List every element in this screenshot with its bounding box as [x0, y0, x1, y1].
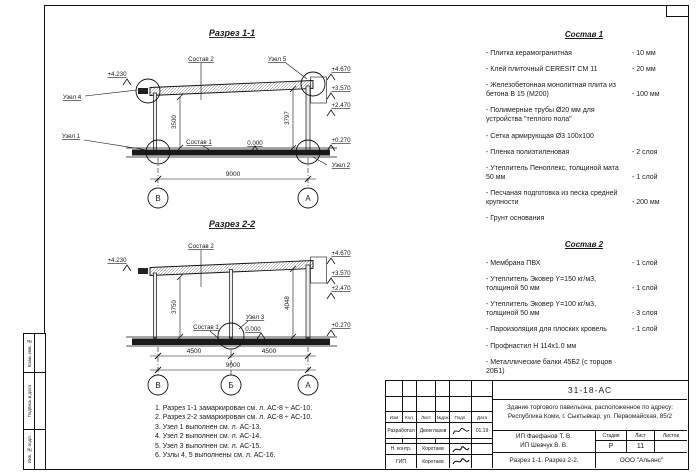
svg-text:3797: 3797: [284, 111, 291, 125]
list-item: - Утеплитель Эковер Y=150 кг/м3, толщиной 50 мм - 1 слой: [486, 276, 658, 293]
title-block: [385, 380, 689, 470]
role-label: Н. контр.: [386, 444, 417, 455]
svg-text:+2.470: +2.470: [331, 102, 351, 109]
note-line: 3. Узел 1 выполнен см. л. АС-13.: [155, 423, 262, 431]
svg-text:+4.230: +4.230: [107, 257, 127, 264]
composition2-title: Состав 2: [564, 240, 604, 249]
svg-text:+4.670: +4.670: [331, 66, 351, 73]
list-item: - Песчаная подготовка из песка средней крупности - 200 мм: [486, 189, 660, 207]
dim-4048: [284, 266, 296, 340]
side-cell-label-col: Инв. № подл.: [24, 430, 35, 469]
middle-column: [230, 270, 233, 339]
stage-header: Стадия: [596, 431, 627, 441]
composition-list-2: [486, 240, 682, 383]
node4-leader: [85, 90, 137, 96]
side-cell: [24, 334, 45, 373]
person-name: Коротаев: [417, 444, 450, 455]
svg-text:+4.670: +4.670: [331, 250, 351, 257]
axis-letter: А: [305, 194, 311, 203]
bottom-dimensions: [150, 347, 316, 375]
list-item: - Железобетонная монолитная плита из бетона В 15 (М200) - 100 мм: [486, 82, 660, 99]
node5-label: Узел 5: [267, 56, 287, 63]
svg-text:+4.230: +4.230: [107, 71, 127, 78]
section-1-1-drawing: [44, 18, 389, 218]
signature: [450, 444, 472, 455]
svg-text:4500: 4500: [261, 348, 277, 355]
note-line: 4. Узел 2 выполнен см. л. АС-14.: [155, 433, 262, 441]
left-column: [154, 273, 157, 338]
elevations-right: [327, 66, 351, 151]
sheet-title: Разрез 1-1. Разрез 2-2.: [493, 453, 596, 468]
sheets-value: [655, 441, 687, 452]
signature: [450, 455, 472, 468]
list-item: - Грунт основания: [486, 215, 545, 223]
list-item: - Плитка керамогранитная - 10 мм: [486, 50, 656, 57]
title-block-right: [493, 381, 687, 468]
col-header-kol: Кол.: [403, 412, 417, 423]
list-item: - Сетка армирующая Ø3 100х100: [486, 132, 594, 140]
side-cell: [24, 430, 45, 469]
svg-text:+0.270: +0.270: [331, 137, 351, 144]
role-label: Разработал: [386, 423, 417, 439]
company-name: ООО "Альянс": [619, 457, 664, 464]
sostav2-ref-label: Состав 2: [188, 243, 214, 250]
note-line: 1. Разрез 1-1 замаркирован см. л. АС-8 ÷ АС-10.: [155, 405, 313, 412]
svg-text:3500: 3500: [171, 115, 178, 129]
node1-leader: [84, 140, 147, 150]
dim-3797: [284, 86, 296, 151]
col-header-podp: Подп.: [450, 412, 472, 423]
node2-leader: [313, 157, 327, 165]
note-line: 5. Узел 3 выполнен см. л. АС-15.: [155, 442, 262, 450]
side-cell-label-col: Подпись и дата: [24, 373, 35, 429]
axis-markers: [148, 375, 318, 395]
col-header-list: Лист: [417, 412, 436, 423]
floor-slab: [132, 339, 330, 346]
composition-list-1: [486, 30, 682, 230]
side-cell-label-col: Взам. инв. №: [24, 334, 35, 372]
list-item: - Пленка полиэтиленовая - 2 слоя: [486, 148, 658, 156]
section2-title: Разрез 2-2: [208, 219, 256, 229]
elevation-left: [107, 71, 131, 85]
list-item: - Пароизоляция для плоских кровель - 1 слой: [486, 326, 658, 334]
note-line: 6. Узлы 4, 5 выполнены см. л. АС-16.: [155, 452, 276, 460]
elevations-right: [327, 250, 351, 336]
composition1-title: Состав 1: [564, 30, 604, 39]
list-item: - Профнастил Н 114х1.0 мм: [486, 342, 577, 350]
axis-markers: [148, 188, 318, 208]
date-value: 01.19: [472, 423, 492, 439]
bottom-dimension: [150, 158, 316, 188]
axis-letter: В: [155, 194, 161, 203]
axis-letter: В: [155, 381, 161, 390]
col-header-izm: Изм: [386, 412, 403, 423]
svg-text:4048: 4048: [284, 296, 291, 310]
axis-letter: А: [305, 381, 311, 390]
svg-text:+0.270: +0.270: [331, 322, 351, 329]
svg-text:+3.570: +3.570: [331, 85, 351, 92]
node4-label: Узел 4: [62, 94, 82, 101]
list-item: - Клей плиточный CERESIT CM 11 - 20 мм: [486, 66, 656, 74]
stage-value: Р: [596, 441, 627, 452]
role-label: ГИП: [386, 455, 417, 468]
node5-leader: [286, 63, 307, 79]
elevation-left: [107, 257, 131, 271]
stage-sheet-grid: [596, 431, 687, 452]
object-description: Здание торгового павильона, расположенное по адресу: Республика Коми, г. Сыктывкар, ул. Первомайская, 85/2: [493, 400, 687, 431]
svg-text:9000: 9000: [225, 171, 241, 178]
sheet-value: 11: [627, 441, 655, 452]
list-item: - Металлические балки 45Б2 (с торцов 20Б1): [486, 358, 612, 375]
node2-label: Узел 2: [331, 162, 351, 169]
svg-text:+2.470: +2.470: [331, 285, 351, 292]
node1-label: Узел 1: [61, 133, 81, 140]
svg-text:0.000: 0.000: [247, 140, 263, 147]
sheets-header: Листов: [655, 431, 687, 441]
roof-slab: [150, 81, 313, 96]
node3-label: Узел 3: [245, 314, 265, 321]
signature: [450, 423, 472, 439]
sostav1-ref-label: Состав 1: [193, 324, 219, 331]
axis-letter: Б: [228, 381, 234, 390]
sheet-header: Лист: [627, 431, 655, 441]
col-header-data: Дата: [472, 412, 492, 423]
roof-canopy-end: [138, 268, 148, 274]
col-header-ndok: №док: [436, 412, 450, 423]
sostav2-ref-label: Состав 2: [188, 56, 214, 63]
person-name: Коротаев: [417, 455, 450, 468]
client-names: ИП Фаефанов Т. В. ИП Шевчук В. В.: [493, 431, 596, 452]
list-item: - Утеплитель Эковер Y=100 кг/м3, толщиной 50 мм - 3 слоя: [486, 301, 658, 318]
svg-text:+3.570: +3.570: [331, 270, 351, 277]
sostav1-ref-label: Состав 1: [186, 139, 212, 146]
svg-text:0.000: 0.000: [245, 326, 261, 333]
title-block-left-grid: [386, 381, 493, 468]
dim-3750: [171, 274, 183, 340]
list-item: - Утеплитель Пеноплекс, толщиной мата 50 мм - 1 слой: [486, 164, 658, 181]
list-item: - Мембрана ПВХ - 1 слой: [486, 260, 658, 267]
note-line: 2. Разрез 2-2 замаркирован см. л. АС-8 ÷ АС-10.: [155, 414, 313, 422]
list-item: - Полимерные трубы Ø20 мм для устройства "теплого пола": [486, 107, 595, 124]
svg-text:3750: 3750: [171, 300, 178, 314]
dim-3500: [171, 94, 183, 151]
roof-canopy-end: [138, 88, 148, 94]
person-name: Двоеглазов: [417, 423, 450, 439]
section1-title: Разрез 1-1: [208, 28, 256, 38]
section-2-2-drawing: [44, 218, 389, 403]
side-cell: [24, 373, 45, 430]
frame-side-strip: [23, 333, 46, 470]
right-column: [306, 265, 310, 338]
svg-text:9000: 9000: [225, 362, 241, 369]
corner-stamp-box: [666, 5, 689, 17]
notes-list: [155, 404, 312, 461]
floor-slab: [132, 150, 330, 156]
document-number: 31-18-АС: [493, 381, 687, 400]
svg-text:4500: 4500: [186, 348, 202, 355]
